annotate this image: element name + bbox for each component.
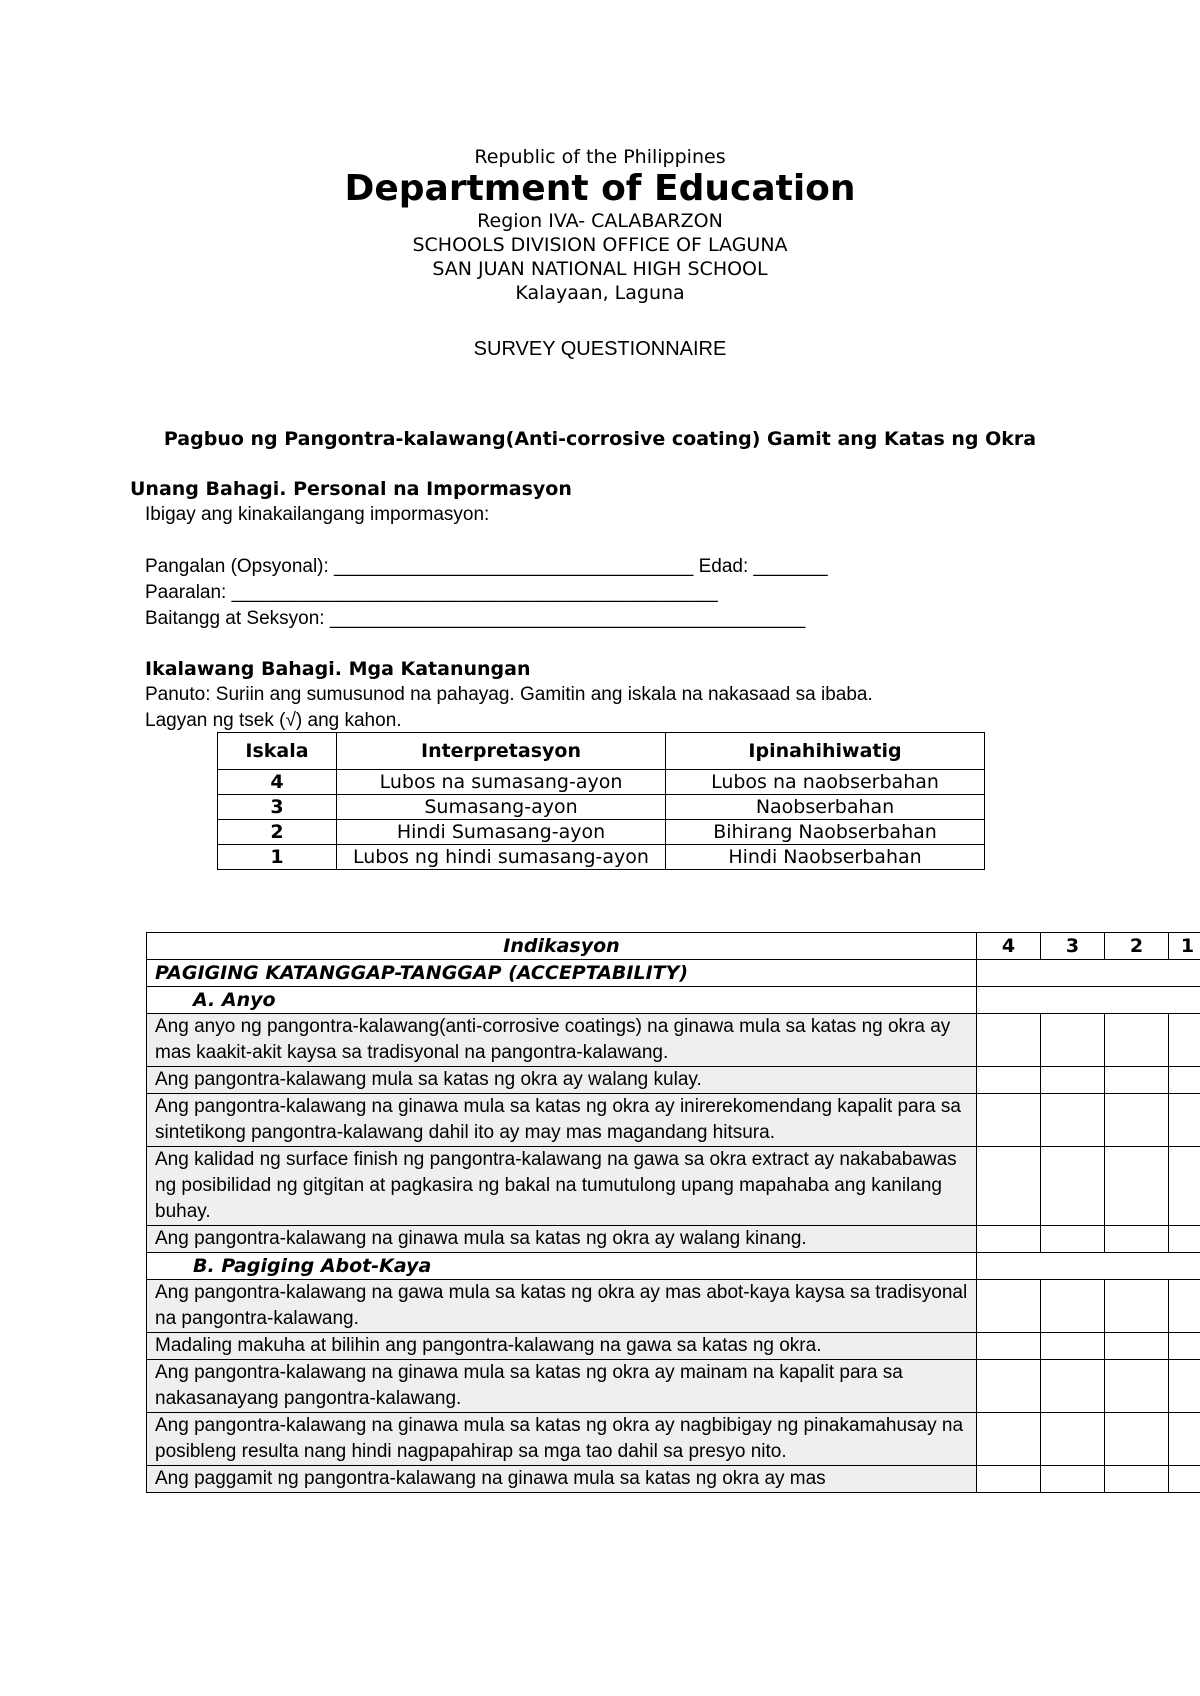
- subsection-row: [147, 1253, 1200, 1280]
- rating-cell-1[interactable]: [1169, 1360, 1200, 1413]
- indicator-item: Ang anyo ng pangontra-kalawang(anti-corrosive coatings) na ginawa mula sa katas ng okra ay mas kaakit-akit kaysa sa tradisyonal na pangontra-kalawang.: [147, 1014, 977, 1067]
- rating-cell-4[interactable]: [977, 1280, 1041, 1333]
- table-row: [147, 1333, 1200, 1360]
- school-field[interactable]: Paaralan: ______________________________________________: [145, 582, 718, 603]
- table-row: [147, 1067, 1200, 1094]
- rating-cell-3[interactable]: [1041, 1094, 1105, 1147]
- rating-cell-1[interactable]: [1169, 1413, 1200, 1466]
- research-title: Pagbuo ng Pangontra-kalawang(Anti-corrosive coating) Gamit ang Katas ng Okra: [163, 428, 1037, 450]
- table-row: [147, 1466, 1200, 1493]
- rating-cell-3[interactable]: [1041, 1147, 1105, 1226]
- indicator-item: Ang pangontra-kalawang na ginawa mula sa katas ng okra ay inirerekomendang kapalit para sa sintetikong pangontra-kalawang dahil ito ay may mas magandang hitsura.: [147, 1094, 977, 1147]
- rating-cell-2[interactable]: [1105, 1333, 1169, 1360]
- school-heading: SAN JUAN NATIONAL HIGH SCHOOL: [432, 258, 768, 280]
- scale-table-header: [218, 733, 985, 770]
- rating-cell-1[interactable]: [1169, 1147, 1200, 1226]
- division-heading: SCHOOLS DIVISION OFFICE OF LAGUNA: [412, 234, 788, 256]
- rating-cell-1[interactable]: [1169, 1280, 1200, 1333]
- subsection-blank: [977, 987, 1200, 1014]
- table-row: [218, 795, 985, 820]
- indicator-item: Ang kalidad ng surface finish ng pangontra-kalawang na gawa sa okra extract ay nakababawas ng posibilidad ng gitgitan at pagkasira ng bakal na tumutulong upang mapahaba ang kanilang buhay.: [147, 1147, 977, 1226]
- indicator-table: [146, 932, 1200, 1493]
- rating-cell-2[interactable]: [1105, 1466, 1169, 1493]
- rating-cell-2[interactable]: [1105, 1413, 1169, 1466]
- table-row: [147, 1280, 1200, 1333]
- rating-cell-1[interactable]: [1169, 1094, 1200, 1147]
- rating-cell-3[interactable]: [1041, 1333, 1105, 1360]
- rating-cell-2[interactable]: [1105, 1067, 1169, 1094]
- rating-cell-3[interactable]: [1041, 1280, 1105, 1333]
- rating-cell-4[interactable]: [977, 1226, 1041, 1253]
- part2-instruction: Panuto: Suriin ang sumusunod na pahayag. Gamitin ang iskala na nakasaad sa ibaba.: [145, 684, 873, 705]
- rating-cell-4[interactable]: [977, 1094, 1041, 1147]
- part1-title: Unang Bahagi. Personal na Impormasyon: [130, 478, 572, 500]
- meaning-cell: Lubos na naobserbahan: [666, 770, 985, 795]
- table-row: [218, 845, 985, 870]
- rating-cell-1[interactable]: [1169, 1067, 1200, 1094]
- scale-header: Iskala: [218, 733, 337, 770]
- rating-cell-4[interactable]: [977, 1466, 1041, 1493]
- interpretation-cell: Lubos ng hindi sumasang-ayon: [337, 845, 666, 870]
- meaning-cell: Bihirang Naobserbahan: [666, 820, 985, 845]
- rating-cell-2[interactable]: [1105, 1147, 1169, 1226]
- col-2-header: 2: [1105, 933, 1169, 960]
- section-blank: [977, 960, 1200, 987]
- rating-cell-4[interactable]: [977, 1147, 1041, 1226]
- rating-cell-3[interactable]: [1041, 1413, 1105, 1466]
- subsection-row: [147, 987, 1200, 1014]
- survey-title: SURVEY QUESTIONNAIRE: [473, 338, 727, 360]
- interpretation-cell: Lubos na sumasang-ayon: [337, 770, 666, 795]
- rating-cell-1[interactable]: [1169, 1226, 1200, 1253]
- indicator-item: Ang pangontra-kalawang na gawa mula sa katas ng okra ay mas abot-kaya kaysa sa tradisyonal na pangontra-kalawang.: [147, 1280, 977, 1333]
- scale-table: [217, 732, 985, 870]
- indicator-header: Indikasyon: [147, 933, 977, 960]
- table-row: [147, 1226, 1200, 1253]
- region-heading: Region IVA- CALABARZON: [477, 210, 723, 232]
- subsection-blank: [977, 1253, 1200, 1280]
- location-heading: Kalayaan, Laguna: [515, 282, 685, 304]
- indicator-item: Ang pangontra-kalawang na ginawa mula sa katas ng okra ay mainam na kapalit para sa nakasanayang pangontra-kalawang.: [147, 1360, 977, 1413]
- rating-cell-4[interactable]: [977, 1067, 1041, 1094]
- interpretation-cell: Hindi Sumasang-ayon: [337, 820, 666, 845]
- rating-cell-1[interactable]: [1169, 1333, 1200, 1360]
- rating-cell-4[interactable]: [977, 1360, 1041, 1413]
- table-row: [147, 1014, 1200, 1067]
- rating-cell-3[interactable]: [1041, 1226, 1105, 1253]
- section-title: PAGIGING KATANGGAP-TANGGAP (ACCEPTABILITY): [147, 960, 977, 987]
- table-row: [147, 1094, 1200, 1147]
- indicator-item: Ang pangontra-kalawang na ginawa mula sa katas ng okra ay nagbibigay ng pinakamahusay na posibleng resulta nang hindi nagpapahirap sa mga tao dahil sa presyo nito.: [147, 1413, 977, 1466]
- table-row: [218, 820, 985, 845]
- rating-cell-2[interactable]: [1105, 1014, 1169, 1067]
- rating-cell-1[interactable]: [1169, 1014, 1200, 1067]
- part1-instruction: Ibigay ang kinakailangang impormasyon:: [145, 504, 490, 525]
- meaning-cell: Naobserbahan: [666, 795, 985, 820]
- subsection-anyo: A. Anyo: [147, 987, 977, 1014]
- rating-cell-1[interactable]: [1169, 1466, 1200, 1493]
- rating-cell-3[interactable]: [1041, 1360, 1105, 1413]
- table-row: [147, 1147, 1200, 1226]
- indicator-item: Ang pangontra-kalawang mula sa katas ng okra ay walang kulay.: [147, 1067, 977, 1094]
- department-heading: Department of Education: [344, 168, 856, 209]
- republic-heading: Republic of the Philippines: [474, 146, 726, 168]
- indicator-item: Ang paggamit ng pangontra-kalawang na ginawa mula sa katas ng okra ay mas: [147, 1466, 977, 1493]
- interpretation-cell: Sumasang-ayon: [337, 795, 666, 820]
- name-age-field[interactable]: Pangalan (Opsyonal): __________________________________ Edad: _______: [145, 556, 828, 577]
- col-4-header: 4: [977, 933, 1041, 960]
- scale-value: 1: [218, 845, 337, 870]
- rating-cell-4[interactable]: [977, 1333, 1041, 1360]
- rating-cell-4[interactable]: [977, 1014, 1041, 1067]
- part2-title: Ikalawang Bahagi. Mga Katanungan: [145, 658, 531, 680]
- scale-value: 4: [218, 770, 337, 795]
- rating-cell-4[interactable]: [977, 1413, 1041, 1466]
- rating-cell-3[interactable]: [1041, 1014, 1105, 1067]
- table-row: [218, 770, 985, 795]
- rating-cell-3[interactable]: [1041, 1067, 1105, 1094]
- rating-cell-2[interactable]: [1105, 1360, 1169, 1413]
- meaning-header: Ipinahihiwatig: [666, 733, 985, 770]
- meaning-cell: Hindi Naobserbahan: [666, 845, 985, 870]
- part2-instruction-check: Lagyan ng tsek (√) ang kahon.: [145, 710, 402, 731]
- rating-cell-2[interactable]: [1105, 1280, 1169, 1333]
- rating-cell-2[interactable]: [1105, 1094, 1169, 1147]
- section-row: [147, 960, 1200, 987]
- scale-value: 2: [218, 820, 337, 845]
- table-row: [147, 1413, 1200, 1466]
- subsection-abot-kaya: B. Pagiging Abot-Kaya: [147, 1253, 977, 1280]
- rating-cell-3[interactable]: [1041, 1466, 1105, 1493]
- indicator-header-row: [147, 933, 1200, 960]
- col-1-header: 1: [1169, 933, 1200, 960]
- rating-cell-2[interactable]: [1105, 1226, 1169, 1253]
- grade-section-field[interactable]: Baitangg at Seksyon: _____________________________________________: [145, 608, 806, 629]
- indicator-item: Ang pangontra-kalawang na ginawa mula sa katas ng okra ay walang kinang.: [147, 1226, 977, 1253]
- interpretation-header: Interpretasyon: [337, 733, 666, 770]
- table-row: [147, 1360, 1200, 1413]
- indicator-item: Madaling makuha at bilihin ang pangontra-kalawang na gawa sa katas ng okra.: [147, 1333, 977, 1360]
- scale-value: 3: [218, 795, 337, 820]
- col-3-header: 3: [1041, 933, 1105, 960]
